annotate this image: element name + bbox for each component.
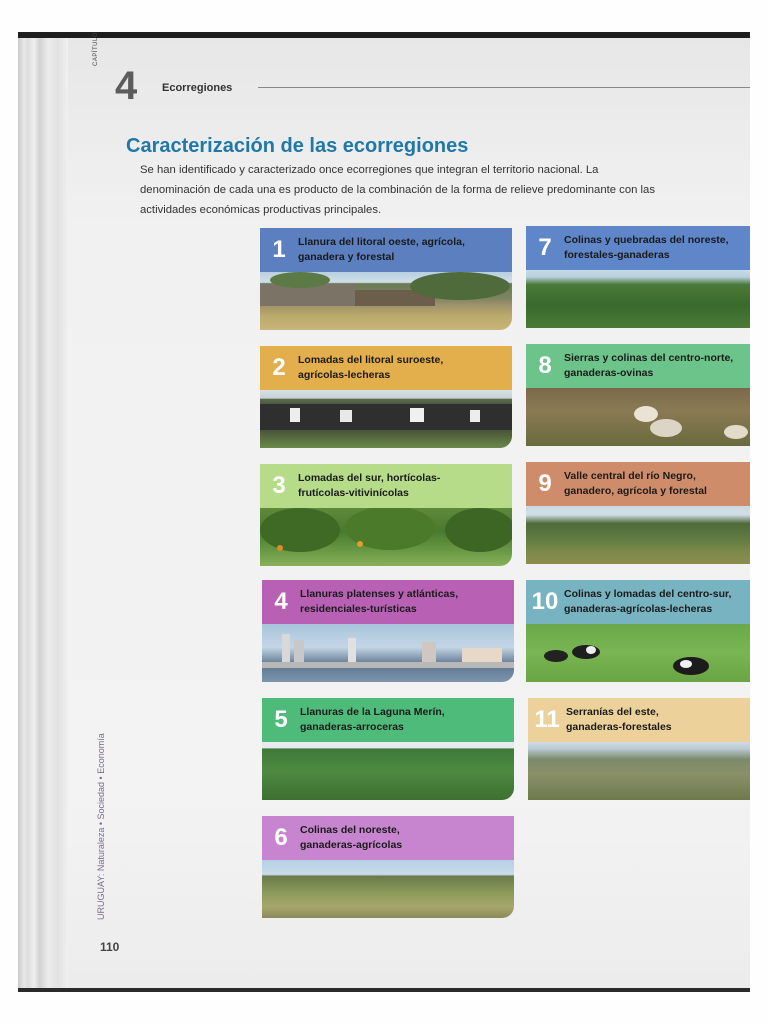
ecoregion-number: 1 <box>272 236 286 263</box>
ecoregion-photo <box>526 506 750 564</box>
ecoregion-header <box>528 698 750 742</box>
ecoregion-number: 2 <box>272 354 286 381</box>
ecoregion-card-9 <box>526 462 750 564</box>
ecoregion-name: Llanuras de la Laguna Merín, <box>300 706 445 718</box>
ecoregion-card-6 <box>262 816 514 918</box>
ecoregion-card-4 <box>262 580 514 682</box>
ecoregion-number: 7 <box>538 234 552 261</box>
ecoregion-header <box>262 816 514 860</box>
ecoregion-photo <box>526 624 750 682</box>
ecoregion-photo <box>526 270 750 328</box>
intro-paragraph: Se han identificado y caracterizado once ecorregiones que integran el territorio nacional. La denominación de cada una es producto de la combinación de la forma de relieve predominante con las actividades económicas productivas principales. <box>140 164 655 216</box>
ecoregion-header <box>260 346 512 390</box>
ecoregion-card-8 <box>526 344 750 446</box>
chapter-title: Ecorregiones <box>162 82 233 94</box>
chapter-rule <box>258 87 750 88</box>
ecoregion-activities: ganaderas-forestales <box>566 721 672 733</box>
ecoregion-number: 3 <box>272 472 286 499</box>
ecoregion-photo <box>526 388 750 446</box>
ecoregion-activities: ganaderas-ovinas <box>564 367 654 379</box>
ecoregion-card-11 <box>528 698 750 800</box>
ecoregion-header <box>260 464 512 508</box>
book-edge <box>18 36 68 992</box>
ecoregion-activities: agrícolas-lecheras <box>298 369 391 381</box>
ecoregion-name: Serranías del este, <box>566 706 659 718</box>
ecoregion-name: Lomadas del sur, hortícolas- <box>298 472 441 484</box>
ecoregion-card-10 <box>526 580 750 682</box>
ecoregion-header <box>262 698 514 742</box>
ecoregion-card-1 <box>260 228 512 330</box>
ecoregion-header <box>526 226 750 270</box>
ecoregion-number: 4 <box>274 588 288 615</box>
ecoregion-card-7 <box>526 226 750 328</box>
ecoregion-activities: ganaderas-agrícolas-lecheras <box>564 603 713 615</box>
ecoregion-name: Colinas y quebradas del noreste, <box>564 234 729 246</box>
ecoregion-name: Colinas del noreste, <box>300 824 400 836</box>
ecoregion-activities: ganaderas-agrícolas <box>300 839 403 851</box>
bottom-edge <box>18 988 750 992</box>
ecoregion-activities: residenciales-turísticas <box>300 603 417 615</box>
ecoregion-photo <box>262 860 514 918</box>
ecoregion-number: 6 <box>274 824 288 851</box>
ecoregion-activities: forestales-ganaderas <box>564 249 670 261</box>
ecoregion-photo <box>260 508 512 566</box>
ecoregion-activities: ganadera y forestal <box>298 251 395 263</box>
ecoregion-header <box>526 462 750 506</box>
ecoregion-photo <box>262 742 514 800</box>
ecoregion-photo <box>528 742 750 800</box>
ecoregion-photo <box>262 624 514 682</box>
ecoregion-card-2 <box>260 346 512 448</box>
book-series-label: URUGUAY: Naturaleza • Sociedad • Economía <box>96 733 106 920</box>
ecoregion-activities: ganaderas-arroceras <box>300 721 404 733</box>
ecoregion-number: 10 <box>531 588 559 615</box>
ecoregion-name: Sierras y colinas del centro-norte, <box>564 352 734 364</box>
page-title: Caracterización de las ecorregiones <box>126 135 469 157</box>
ecoregion-name: Llanuras platenses y atlánticas, <box>300 588 459 600</box>
capitulo-label: CAPÍTULO <box>93 31 99 66</box>
ecoregion-header <box>526 580 750 624</box>
ecoregion-name: Llanura del litoral oeste, agrícola, <box>298 236 465 248</box>
ecoregion-number: 5 <box>274 706 288 733</box>
ecoregion-header <box>262 580 514 624</box>
ecoregion-number: 11 <box>534 706 560 733</box>
ecoregion-name: Colinas y lomadas del centro-sur, <box>564 588 732 600</box>
page-number: 110 <box>100 940 120 954</box>
ecoregion-card-5 <box>262 698 514 800</box>
ecoregion-number: 9 <box>538 470 552 497</box>
ecoregion-name: Valle central del río Negro, <box>564 470 696 482</box>
chapter-number: 4 <box>115 64 138 108</box>
ecoregion-activities: frutícolas-vitivinícolas <box>298 487 409 499</box>
ecoregion-number: 8 <box>538 352 552 379</box>
ecoregion-card-3 <box>260 464 512 566</box>
ecoregion-name: Lomadas del litoral suroeste, <box>298 354 444 366</box>
ecoregion-header <box>260 228 512 272</box>
ecoregion-photo <box>260 272 512 330</box>
ecoregion-photo <box>260 390 512 448</box>
ecoregion-activities: ganadero, agrícola y forestal <box>564 485 707 497</box>
ecoregion-header <box>526 344 750 388</box>
